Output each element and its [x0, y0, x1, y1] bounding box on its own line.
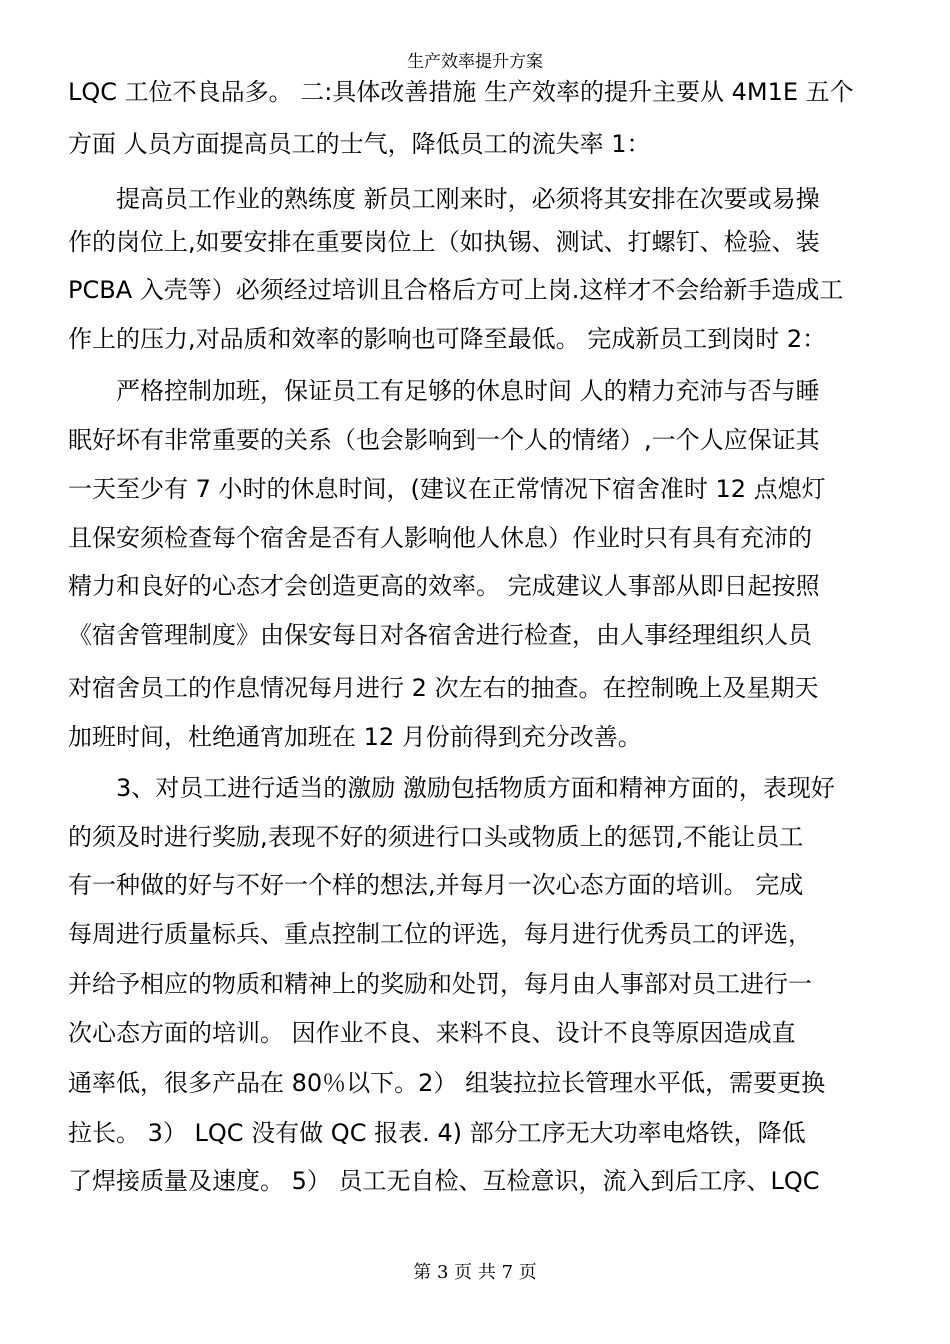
body-line: 对宿舍员工的作息情况每月进行 2 次左右的抽查。在控制晚上及星期天 [68, 674, 819, 702]
header-title: 生产效率提升方案 [407, 52, 543, 72]
body-line: 次心态方面的培训。 因作业不良、来料不良、设计不良等原因造成直 [68, 1019, 796, 1047]
body-line: 方面 人员方面提高员工的士气，降低员工的流失率 1： [68, 130, 651, 158]
body-line: 一天至少有 7 小时的休息时间，(建议在正常情况下宿舍准时 12 点熄灯 [68, 475, 826, 503]
page-footer [0, 1262, 950, 1284]
body-line: 精力和良好的心态才会创造更高的效率。 完成建议人事部从即日起按照 [68, 572, 820, 600]
body-line: 并给予相应的物质和精神上的奖励和处罚，每月由人事部对员工进行一 [68, 970, 812, 998]
body-line: 作上的压力,对品质和效率的影响也可降至最低。 完成新员工到岗时 2： [68, 325, 827, 353]
body-line: 《宿舍管理制度》由保安每日对各宿舍进行检查，由人事经理组织人员 [68, 621, 812, 649]
page-number-label: 第 3 页 共 7 页 [413, 1262, 537, 1283]
body-line: PCBA 入壳等）必须经过培训且合格后方可上岗.这样才不会给新手造成工 [68, 276, 844, 304]
body-line: 提高员工作业的熟练度 新员工刚来时，必须将其安排在次要或易操 [116, 185, 820, 213]
body-line: LQC 工位不良品多。 二:具体改善措施 生产效率的提升主要从 4M1E 五个 [68, 78, 854, 106]
body-line: 加班时间，杜绝通宵加班在 12 月份前得到充分改善。 [68, 723, 642, 751]
body-line: 拉长。 3） LQC 没有做 QC 报表. 4) 部分工序无大功率电烙铁，降低 [68, 1119, 806, 1147]
body-line: 了焊接质量及速度。 5） 员工无自检、互检意识，流入到后工序、LQC [68, 1167, 820, 1195]
body-line: 每周进行质量标兵、重点控制工位的评选，每月进行优秀员工的评选， [68, 920, 812, 948]
body-line: 3、对员工进行适当的激励 激励包括物质方面和精神方面的，表现好 [116, 774, 835, 802]
body-line: 的须及时进行奖励,表现不好的须进行口头或物质上的惩罚,不能让员工 [68, 823, 804, 851]
body-line: 且保安须检查每个宿舍是否有人影响他人休息）作业时只有具有充沛的 [68, 524, 812, 552]
body-line: 通率低，很多产品在 80％以下。2） 组装拉拉长管理水平低，需要更换 [68, 1069, 826, 1097]
page-header [0, 52, 950, 72]
body-line: 作的岗位上,如要安排在重要岗位上（如执锡、测试、打螺钉、检验、装 [68, 228, 820, 256]
body-line: 有一种做的好与不好一个样的想法,并每月一次心态方面的培训。 完成 [68, 871, 804, 899]
body-line: 严格控制加班，保证员工有足够的休息时间 人的精力充沛与否与睡 [116, 377, 820, 405]
body-line: 眠好坏有非常重要的关系（也会影响到一个人的情绪）,一个人应保证其 [68, 426, 820, 454]
